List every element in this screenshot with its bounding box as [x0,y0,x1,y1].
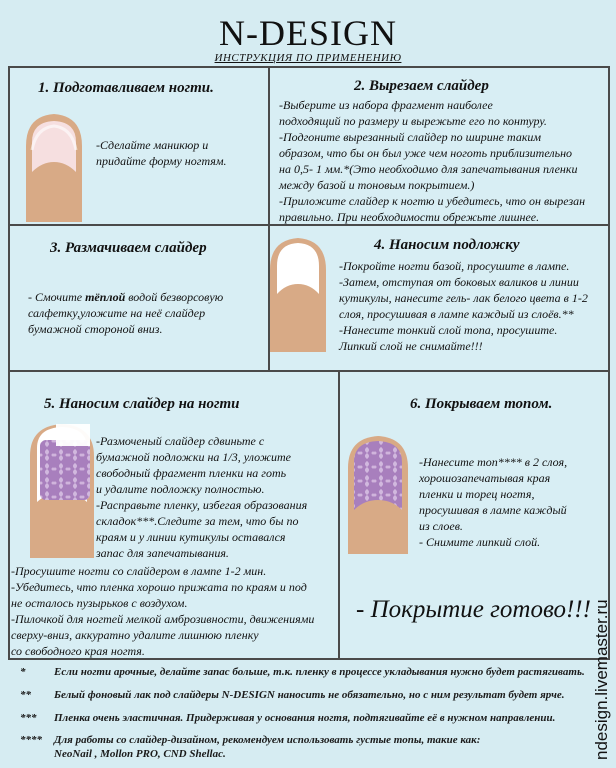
step-4-text: -Покройте ногти базой, просушите в лампе. -Затем, отступая от боковых валиков и линии кутикулы, нанесите гель- лак белого цвета в 1-2 слоя, просушивая в лампе каждый из слоёв.** -Нанесите тонкий слой топа, просушите. Липкий слой не снимайте!!! [339,259,588,353]
step-5-text-bottom: -Просушите ногти со слайдером в лампе 1-2 мин. -Убедитесь, что пленка хорошо прижата по краям и под не осталось пузырьков с воздухом. -Пилочкой для ногтей мелкой амброзивности, движениями сверху-вниз, аккуратно удалите лишнюю пленку со свободного края ногтя. [11,564,315,658]
step-2-title: 2. Вырезаем слайдер [354,78,489,94]
step-1-title: 1. Подготавливаем ногти. [38,80,214,96]
step-3-title: 3. Размачиваем слайдер [50,240,207,256]
watermark-url: ndesign.livemaster.ru [592,599,611,760]
footnote-2: ** Белый фоновый лак под слайдеры N-DESIGN наносить не обязательно, но с ним результат будет ярче. [20,689,565,701]
step-5-title: 5. Наносим слайдер на ногти [44,396,240,412]
step-4-title: 4. Наносим подложку [374,237,520,253]
page-subtitle: ИНСТРУКЦИЯ ПО ПРИМЕНЕНИЮ [214,52,402,64]
page-title: N-DESIGN [219,13,397,53]
footnote-4-brands: NeoNail , Mollon PRO, CND Shellac. [54,748,226,760]
step-1-text: -Сделайте маникюр и придайте форму ногтям. [96,138,227,168]
step-6-title: 6. Покрываем топом. [410,396,553,412]
finger-slider-icon [26,420,98,558]
step-5-text-top: -Размоченый слайдер сдвиньте с бумажной подложки на 1/3, уложите свободный фрагмент пленки на готь и удалите подложку полностью. -Расправьте пленку, избегая образования складок***.Следите за тем, что бы по краям и у линии кутикулы оставался запас для запечатывания. [96,434,308,560]
footnote-4: **** Для работы со слайдер-дизайном, рекомендуем использовать густые топы, такие как: [20,734,481,746]
step-3-text: - Смочите тёплой водой безворсовую салфетку,уложите на неё слайдер бумажной стороной вниз. [28,290,224,336]
step-6-text: -Нанесите топ**** в 2 слоя, хорошозапечатывая края пленки и торец ногтя, просушивая в лампе каждый из слоев. - Снимите липкий слой. [419,455,568,549]
final-result-text: - Покрытие готово!!! [356,596,591,623]
finger-top-coat-icon [346,432,410,554]
finger-base-coat-icon [268,234,332,352]
step-2-text: -Выберите из набора фрагмент наиболее подходящий по размеру и вырежьте его по контуру. -Подгоните вырезанный слайдер по ширине таким образом, что бы он был уже чем ноготь приблизительно на 0,5- 1 мм.*(Это необходимо для запечатывания пленки между базой и тоновым покрытием.) -Приложите слайдер к ногтю и убедитесь, что он вырезан правильно. При необходимости обрежьте лишнее. [279,98,586,224]
footnote-3: *** Пленка очень эластичная. Придерживая у основания ногтя, подтягивайте её в нужном направлении. [20,712,556,724]
footnote-1: * Если ногти арочные, делайте запас больше, т.к. пленку в процессе укладывания нужно будет растягивать. [20,666,585,678]
finger-prepared-icon [22,110,86,222]
